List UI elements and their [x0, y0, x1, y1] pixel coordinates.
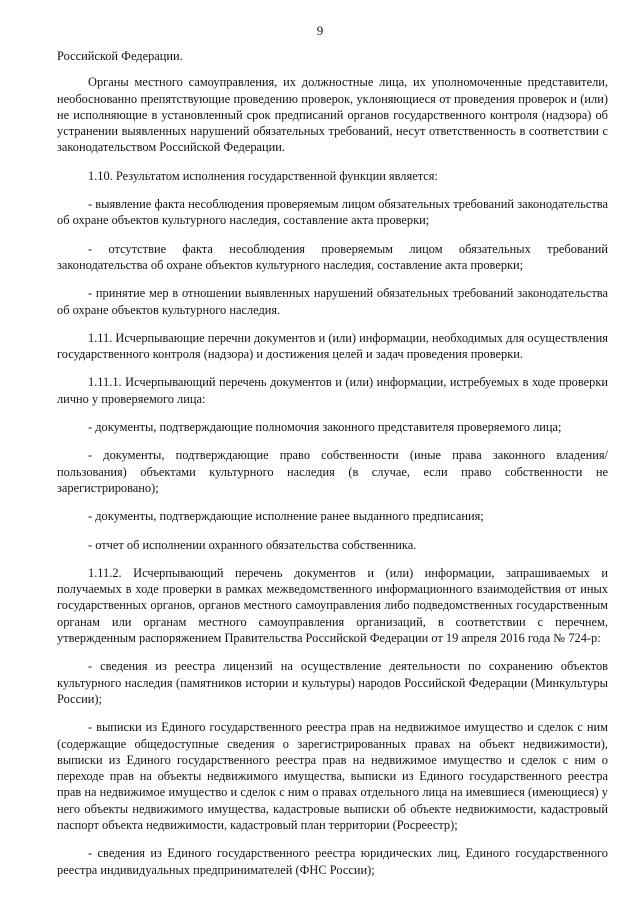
- list-item: - документы, подтверждающие полномочия законного представителя проверяемого лица;: [88, 420, 562, 435]
- list-item: - сведения из Единого государственного реестра юридических лиц, Единого государственного реестра индивидуальных предпринимателей (ФНС России);: [57, 846, 608, 877]
- list-item: - документы, подтверждающие исполнение ранее выданного предписания;: [88, 509, 484, 524]
- paragraph: 1.11.1. Исчерпывающий перечень документов и (или) информации, истребуемых в ходе проверки лично у проверяемого лица:: [57, 375, 608, 406]
- list-item: - сведения из реестра лицензий на осуществление деятельности по сохранению объектов культурного наследия (памятников истории и культуры) народов Российской Федерации (Минкультуры России);: [57, 659, 608, 706]
- list-item: - принятие мер в отношении выявленных нарушений обязательных требований законодательства об охране объектов культурного наследия.: [57, 286, 608, 317]
- paragraph: 1.11.2. Исчерпывающий перечень документов и (или) информации, запрашиваемых и получаемых в ходе проверки в рамках межведомственного информационного взаимодействия от иных государственных органов, органов местного самоуправления либо подведомственных государственным органам или органам местного самоуправления организаций, в соответствии с перечнем, утвержденным распоряжением Правительства Российской Федерации от 19 апреля 2016 года № 724-р:: [57, 565, 608, 646]
- paragraph: 1.11. Исчерпывающие перечни документов и (или) информации, необходимых для осуществления государственного контроля (надзора) и достижения целей и задач проведения проверки.: [57, 330, 608, 362]
- page-number: 9: [316, 23, 324, 38]
- list-item: - выявление факта несоблюдения проверяемым лицом обязательных требований законодательства об охране объектов культурного наследия, составление акта проверки;: [57, 197, 608, 228]
- list-item: - отчет об исполнении охранного обязательства собственника.: [88, 537, 417, 552]
- paragraph: Российской Федерации.: [57, 49, 183, 63]
- list-item: - отсутствие факта несоблюдения проверяемым лицом обязательных требований законодательства об охране объектов культурного наследия, составление акта проверки;: [57, 241, 608, 272]
- list-item: - документы, подтверждающие право собственности (иные права законного владения/пользования) объектами культурного наследия (в случае, если право собственности не зарегистрировано);: [57, 448, 608, 495]
- list-item: - выписки из Единого государственного реестра прав на недвижимое имущество и сделок с ним (содержащие общедоступные сведения о зарегистрированных правах на объект недвижимости), выписки из Единого государственного реестра прав на недвижимое имущество и сделок с ним о переходе прав на объекты недвижимого имущества, выписки из Единого государственного реестра прав на недвижимое имущество и сделок с ним о правах отдельного лица на имевшиеся (имеющиеся) у него объекты недвижимого имущества, кадастровые выписки об объекте недвижимости, кадастровый паспорт объекта недвижимости, кадастровый план территории (Росреестр);: [57, 720, 608, 832]
- paragraph: Органы местного самоуправления, их должностные лица, их уполномоченные представители, необоснованно препятствующие проведению проверок, уклоняющиеся от проведения проверок и (или) не исполняющие в установленный срок предписаний органов государственного контроля (надзора) об устранении выявленных нарушений обязательных требований, несут ответственность в соответствии с законодательством Российской Федерации.: [57, 75, 608, 155]
- paragraph: 1.10. Результатом исполнения государственной функции является:: [88, 168, 438, 183]
- document-body: [57, 48, 608, 878]
